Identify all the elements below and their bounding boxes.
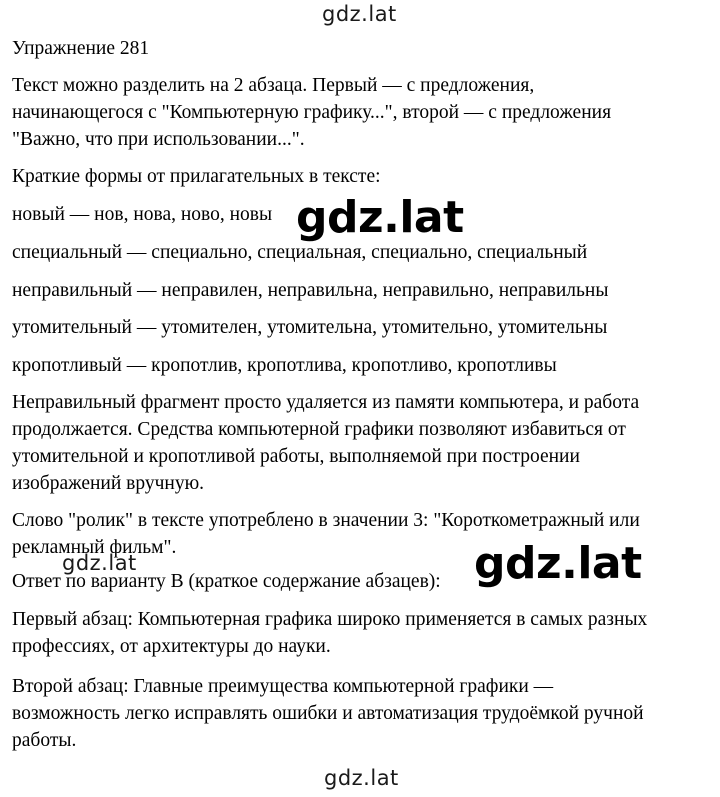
text-line: рекламный фильм". (12, 537, 177, 558)
answer-line: Ответ по варианту В (краткое содержание абзацев): (12, 571, 441, 592)
watermark-middle: gdz.lat (296, 192, 464, 243)
exercise-title: Упражнение 281 (12, 38, 150, 59)
text-line: Слово "ролик" в тексте употреблено в значении 3: "Короткометражный или (12, 510, 640, 531)
short-form-item: кропотливый — кропотлив, кропотлива, кропотливо, кропотливы (12, 355, 557, 376)
text-line: Текст можно разделить на 2 абзаца. Первый — с предложения, (12, 75, 535, 96)
text-line: начинающегося с "Компьютерную графику...", второй — с предложения (12, 102, 612, 123)
text-line: возможность легко исправлять ошибки и автоматизация трудоёмкой ручной (12, 703, 644, 724)
watermark-top: gdz.lat (322, 2, 397, 26)
text-line: продолжается. Средства компьютерной графики позволяют избавиться от (12, 419, 626, 440)
watermark-left: gdz.lat (62, 551, 137, 575)
short-form-item: специальный — специально, специальная, специально, специальный (12, 242, 588, 263)
text-line: Второй абзац: Главные преимущества компьютерной графики — (12, 676, 554, 697)
text-line: работы. (12, 730, 77, 751)
short-form-item: утомительный — утомителен, утомительна, утомительно, утомительны (12, 317, 608, 338)
text-line: утомительной и кропотливой работы, выполняемой при построении (12, 446, 580, 467)
short-forms-heading: Краткие формы от прилагательных в тексте: (12, 166, 381, 187)
short-form-item: новый — нов, нова, ново, новы (12, 204, 273, 225)
short-form-item: неправильный — неправилен, неправильна, неправильно, неправильны (12, 280, 609, 301)
watermark-right: gdz.lat (474, 538, 642, 589)
watermark-bottom: gdz.lat (324, 766, 399, 790)
text-line: Первый абзац: Компьютерная графика широко применяется в самых разных (12, 609, 648, 630)
text-line: "Важно, что при использовании...". (12, 129, 305, 150)
text-line: профессиях, от архитектуры до науки. (12, 636, 331, 657)
text-line: изображений вручную. (12, 473, 205, 494)
text-line: Неправильный фрагмент просто удаляется из памяти компьютера, и работа (12, 392, 640, 413)
